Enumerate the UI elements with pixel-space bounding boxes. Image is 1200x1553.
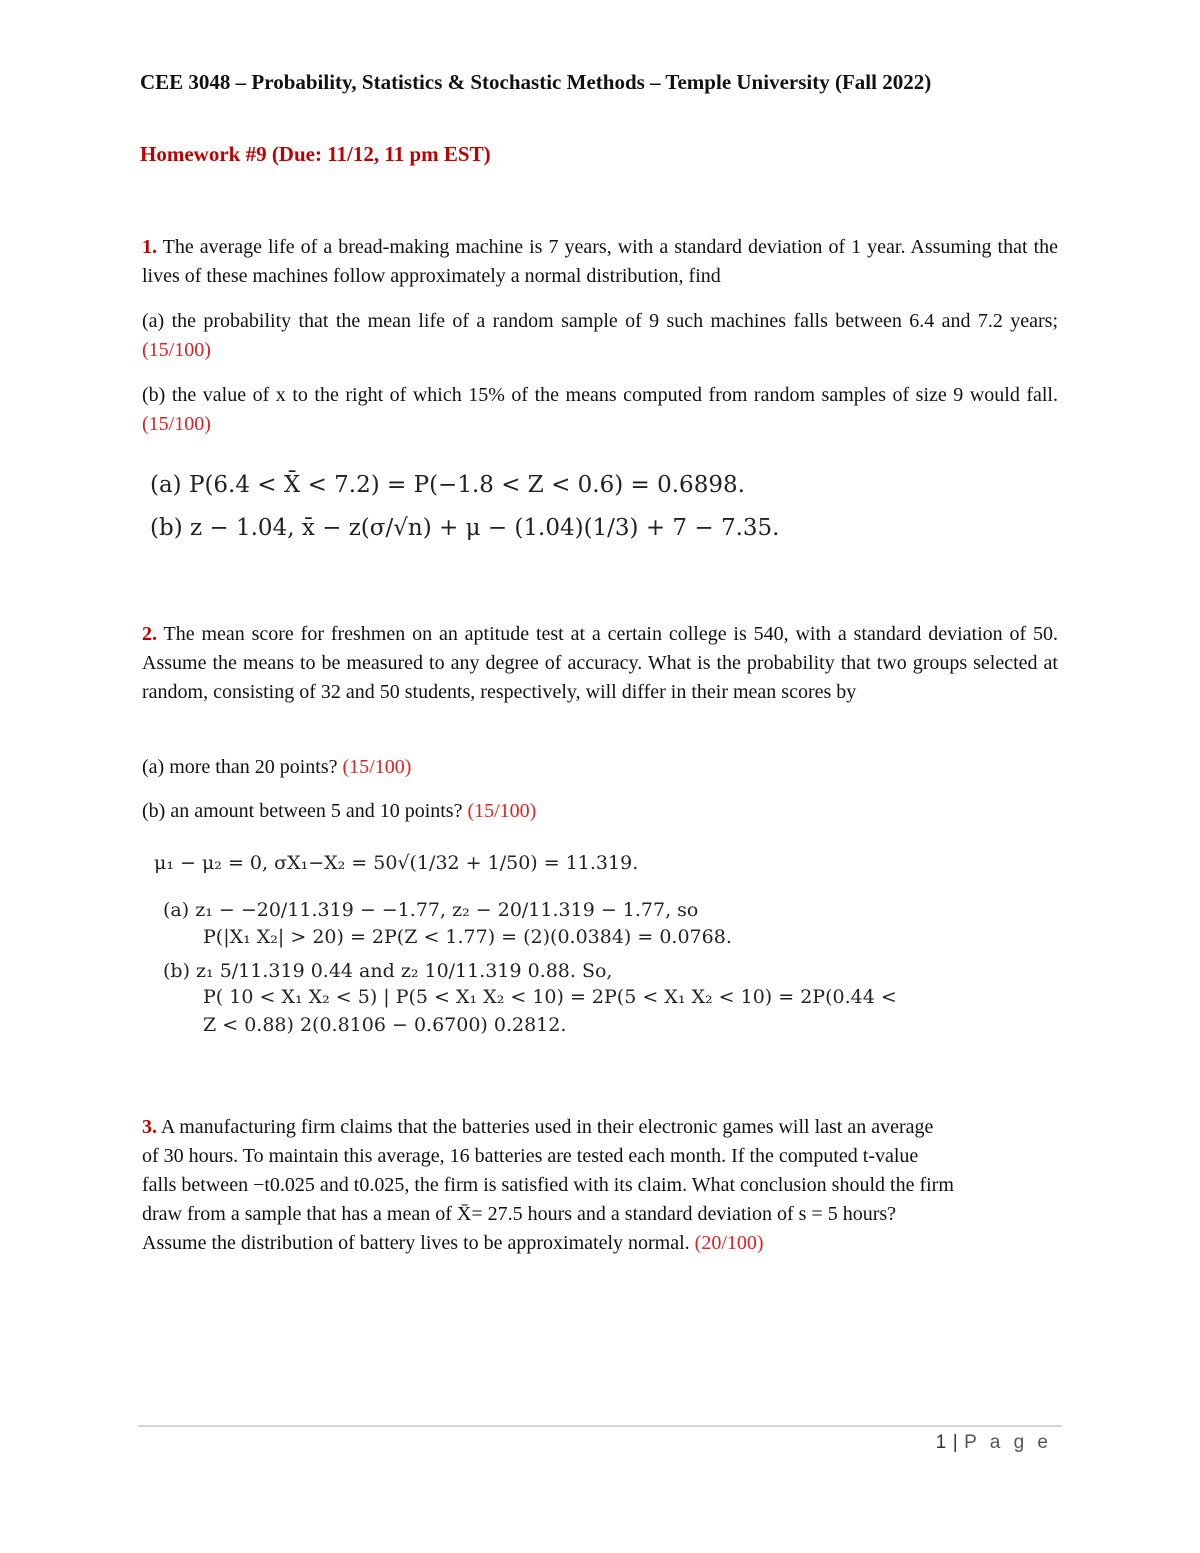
question-2-solution-a-line-2: P(|X₁ X₂| > 20) = 2P(Z < 1.77) = (2)(0.0384) = 0.0768.	[203, 926, 732, 948]
page-label: P a g e	[964, 1432, 1052, 1453]
question-2-part-a	[142, 753, 1058, 782]
footer-separator: |	[952, 1432, 959, 1453]
question-1-part-b-points: (15/100)	[142, 413, 211, 435]
question-2-part-b-text: (b) an amount between 5 and 10 points?	[142, 800, 463, 822]
question-2-solution-line-1: μ₁ − μ₂ = 0, σX₁−X₂ = 50√(1/32 + 1/50) = 11.319.	[154, 852, 639, 874]
question-2-solution-b-line-2: P( 10 < X₁ X₂ < 5) | P(5 < X₁ X₂ < 10) = 2P(5 < X₁ X₂ < 10) = 2P(0.44 <	[203, 986, 897, 1008]
question-3-line-3: falls between −t0.025 and t0.025, the firm is satisfied with its claim. What conclusion should the firm	[142, 1174, 954, 1196]
question-1-part-b-text: (b) the value of x to the right of which 15% of the means computed from random samples of size 9 would fall.	[142, 384, 1058, 406]
question-3-line-2: of 30 hours. To maintain this average, 16 batteries are tested each month. If the computed t-value	[142, 1145, 919, 1167]
question-1-part-a-points: (15/100)	[142, 339, 211, 361]
question-3-line-5: Assume the distribution of battery lives to be approximately normal.	[142, 1232, 690, 1254]
question-3-block	[142, 1113, 954, 1258]
question-1-solution-a: (a) P(6.4 < X̄ < 7.2) = P(−1.8 < Z < 0.6) = 0.6898.	[150, 472, 745, 498]
question-3-number: 3.	[142, 1116, 157, 1138]
question-2-part-b	[142, 797, 1058, 826]
question-2-stem	[142, 620, 1058, 707]
question-2-part-b-points: (15/100)	[467, 800, 537, 822]
homework-title: Homework #9 (Due: 11/12, 11 pm EST)	[140, 142, 491, 166]
question-1-solution-b: (b) z − 1.04, x̄ − z(σ/√n) + μ − (1.04)(1/3) + 7 − 7.35.	[150, 515, 780, 541]
question-3-line-4: draw from a sample that has a mean of X̄= 27.5 hours and a standard deviation of s = 5 hours?	[142, 1203, 897, 1225]
question-3-line-1: A manufacturing firm claims that the batteries used in their electronic games will last an average	[160, 1116, 934, 1138]
page-number: 1	[935, 1432, 947, 1453]
question-1-part-b	[142, 381, 1058, 439]
question-3-points: (20/100)	[694, 1232, 764, 1254]
question-2-solution-a-line-1: (a) z₁ − −20/11.319 − −1.77, z₂ − 20/11.319 − 1.77, so	[163, 899, 699, 921]
question-2-part-a-text: (a) more than 20 points?	[142, 756, 338, 778]
question-1-part-a	[142, 307, 1058, 365]
question-1-text: The average life of a bread-making machine is 7 years, with a standard deviation of 1 year. Assuming that the lives of these machines follow approximately a normal distribution, find	[142, 236, 1058, 287]
footer-divider	[138, 1425, 1062, 1427]
question-2-number: 2.	[142, 623, 157, 645]
course-title: CEE 3048 – Probability, Statistics & Stochastic Methods – Temple University (Fall 2022)	[140, 70, 932, 94]
question-2-part-a-points: (15/100)	[342, 756, 412, 778]
question-2-solution-b-line-1: (b) z₁ 5/11.319 0.44 and z₂ 10/11.319 0.88. So,	[163, 960, 613, 982]
question-1-number: 1.	[142, 236, 157, 258]
question-1-part-a-text: (a) the probability that the mean life of a random sample of 9 such machines falls between 6.4 and 7.2 years;	[142, 310, 1058, 332]
question-2-text: The mean score for freshmen on an aptitude test at a certain college is 540, with a standard deviation of 50. Assume the means to be measured to any degree of accuracy. What is the probability that two groups selected at random, consisting of 32 and 50 students, respectively, will differ in their mean scores by	[142, 623, 1059, 703]
question-1-stem	[142, 233, 1058, 291]
question-2-solution-b-line-3: Z < 0.88) 2(0.8106 − 0.6700) 0.2812.	[203, 1014, 567, 1036]
page-footer	[936, 1432, 1052, 1454]
